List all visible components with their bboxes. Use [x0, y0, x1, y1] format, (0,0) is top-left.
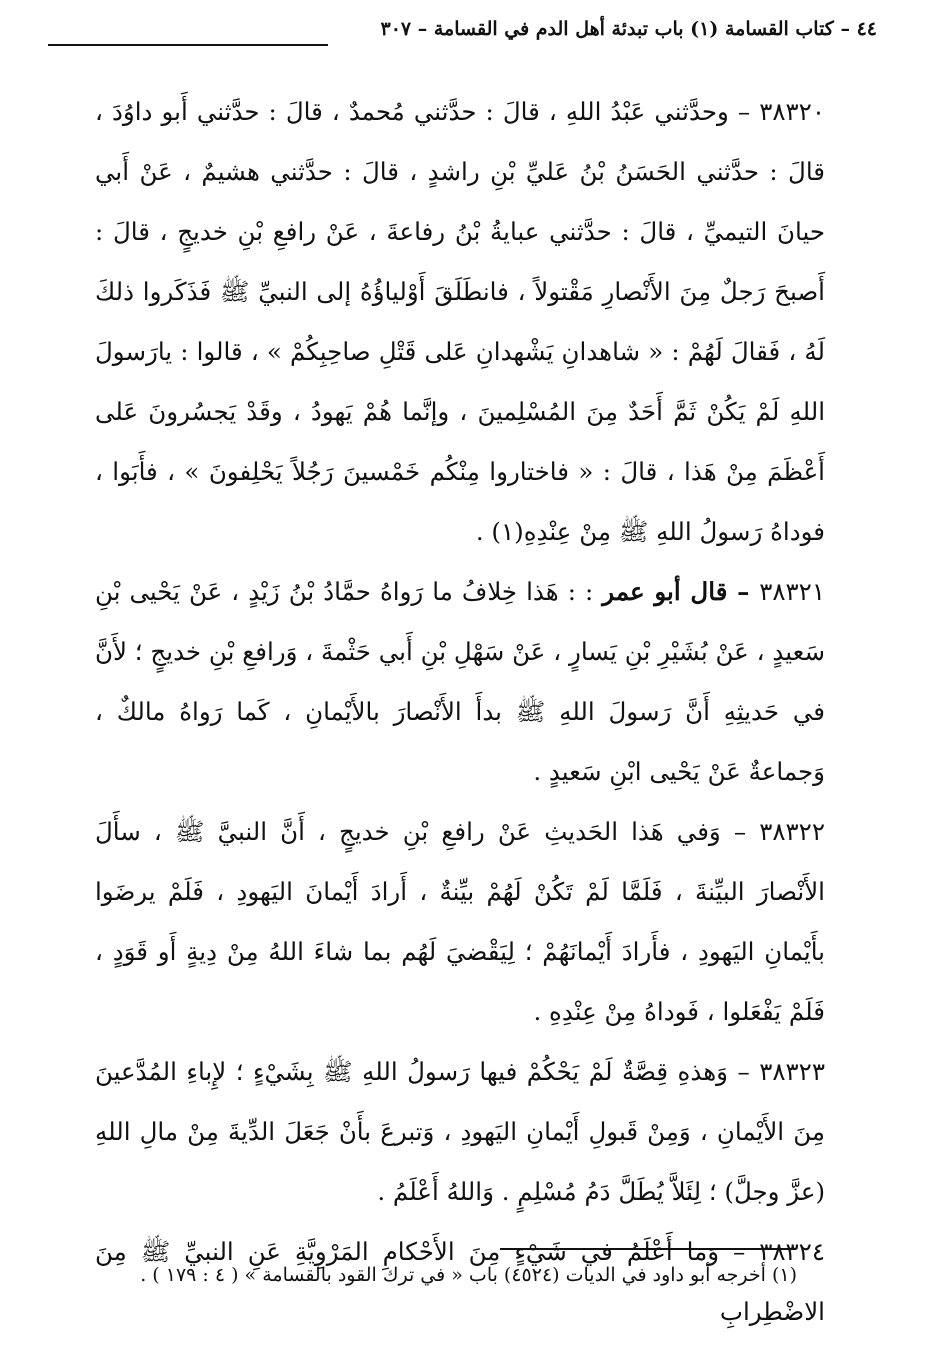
footnote-rule: [500, 1248, 795, 1250]
running-header: [48, 18, 877, 58]
paragraph-text: – وَهذهِ قِصَّةٌ لَمْ يَحْكُمْ فيها رَسولُ اللهِ ﷺ بِشَيْءٍ ؛ لإِباءِ المُدَّعينَ مِنَ الأَيْمانِ ، وَمِنْ قَبولِ أَيْمانِ اليَهودِ ، وَتبرعَ بأَنْ جَعَلَ الدِّيةَ مِنْ مالِ اللهِ (عزَّ وجلَّ) ؛ لِئَلاَّ يُطَلَّ دَمُ مُسْلِمٍ . وَاللهُ أَعْلَمُ .: [95, 1057, 825, 1206]
paragraph-38320: [95, 82, 825, 562]
main-text: [95, 82, 825, 1342]
paragraph-text: – وَما أَعْلَمُ في شَيْءٍ مِنَ الأَحْكامِ المَرْوِيَّةِ عَنِ النبيِّ ﷺ مِنَ الاضْطِرابِ: [95, 1237, 825, 1326]
paragraph-number: ٣٨٣٢٤: [759, 1237, 825, 1266]
paragraph-38323: [95, 1042, 825, 1222]
paragraph-number: ٣٨٣٢١: [759, 577, 825, 606]
paragraph-number: ٣٨٣٢٠: [759, 97, 825, 126]
paragraph-text: : : هَذا خِلافُ ما رَواهُ حمَّادُ بْنُ زَيْدٍ ، عَنْ يَحْيى بْنِ سَعيدٍ ، عَنْ بُشَيْرِ بْنِ يَسارٍ ، عَنْ سَهْلِ بْنِ أَبي حَثْمةَ ، وَرافعِ بْنِ خديجٍ ؛ لأَنَّ في حَديثِهِ أَنَّ رَسولَ اللهِ ﷺ بدأَ الأَنْصارَ بالأَيْمانِ ، كَما رَواهُ مالكٌ ، وَجماعةٌ عَنْ يَحْيى ابْنِ سَعيدٍ .: [95, 577, 825, 786]
footnote: (١) أخرجه أبو داود في الديات (٤٥٢٤) باب « في ترك القود بالقسامة » ( ٤ : ١٧٩ ) .: [140, 1264, 797, 1286]
paragraph-38322: [95, 802, 825, 1042]
header-rule: [48, 44, 328, 46]
paragraph-text: – وَفي هَذا الحَديثِ عَنْ رافعِ بْنِ خديجٍ ، أَنَّ النبيَّ ﷺ ، سأَلَ الأَنْصارَ البيِّنةَ ، فَلَمَّا لَمْ تَكُنْ لَهُمْ بيِّنةٌ ، أَرادَ أَيْمانَ اليَهودِ ، فَلَمْ يرضَوا بأَيْمانِ اليَهودِ ، فأَرادَ أَيْمانَهُمْ ؛ لِيَقْضيَ لَهُم بما شاءَ اللهُ مِنْ دِيةٍ أَو قَوَدٍ ، فَلَمْ يَفْعَلوا ، فَوداهُ مِنْ عِنْدِهِ .: [95, 817, 825, 1026]
paragraph-text: – وحدَّثني عَبْدُ اللهِ ، قالَ : حدَّثني مُحمدٌ ، قالَ : حدَّثني أَبو داوُدَ ، قالَ : حدَّثني الحَسَنُ بْنُ عَليِّ بْنِ راشدٍ ، قالَ : حدَّثني هشيمٌ ، عَنْ أَبي حيانَ التيميِّ ، قالَ : حدَّثني عبايةُ بْنُ رفاعةَ ، عَنْ رافعِ بْنِ خديجٍ ، قالَ : أَصبحَ رَجلٌ مِنَ الأَنْصارِ مَقْتولاً ، فانطَلَقَ أَوْلياؤُهُ إلى النبيِّ ﷺ فَذَكَروا ذلكَ لَهُ ، فَقالَ لَهُمْ : « شاهدانِ يَشْهدانِ عَلى قَتْلِ صاحِبِكُمْ » ، قالوا : يارَسولَ اللهِ لَمْ يَكُنْ ثَمَّ أَحَدٌ مِنَ المُسْلِمينَ ، وإنَّما هُمْ يَهودُ ، وقَدْ يَجسُرونَ عَلى أَعْظَمَ مِنْ هَذا ، قالَ : « فاختاروا مِنْكُم خَمْسينَ رَجُلاً يَحْلِفونَ » ، فأَبَوا ، فوداهُ رَسولُ اللهِ ﷺ مِنْ عِنْدِهِ(١) .: [95, 97, 825, 546]
header-title: ٤٤ – كتاب القسامة (١) باب تبدئة أهل الدم في القسامة – ٣٠٧: [380, 18, 877, 40]
paragraph-38321: [95, 562, 825, 802]
paragraph-speaker: – قال أبو عمر: [602, 577, 760, 606]
paragraph-number: ٣٨٣٢٢: [759, 817, 825, 846]
paragraph-number: ٣٨٣٢٣: [759, 1057, 825, 1086]
